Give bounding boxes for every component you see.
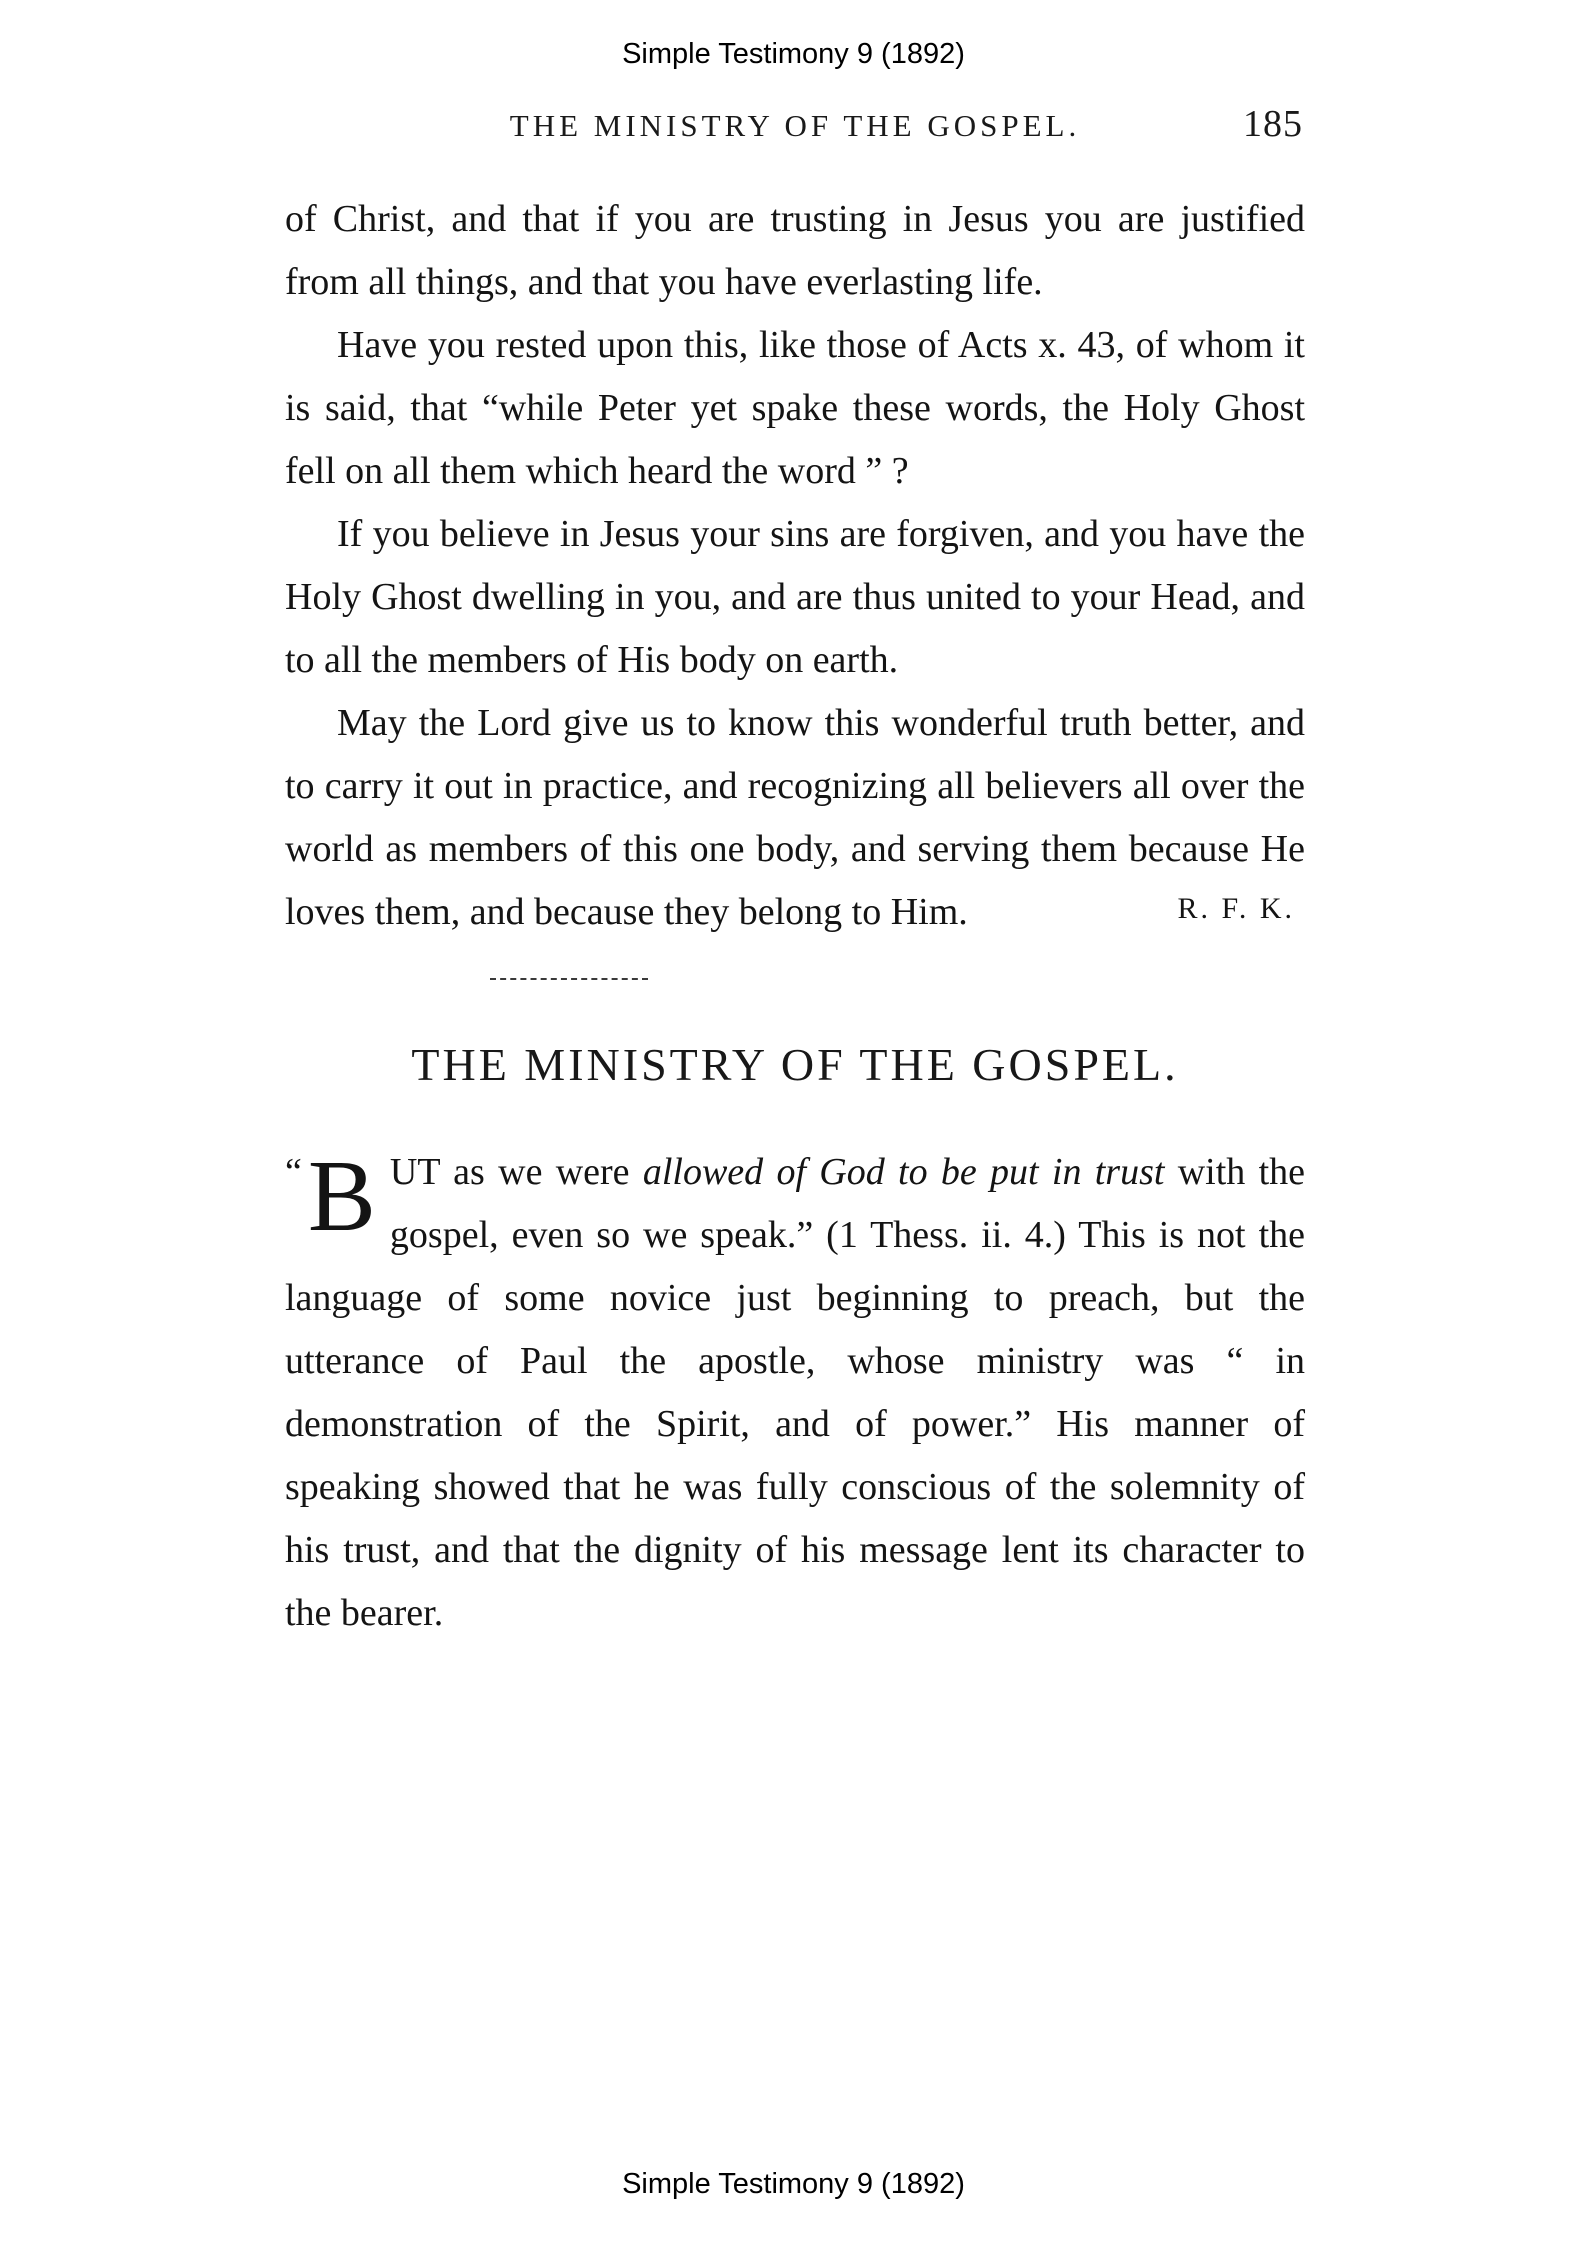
lead-quote-mark: “ — [285, 1151, 302, 1193]
scan-label-bottom: Simple Testimony 9 (1892) — [622, 2168, 965, 2200]
page-content — [285, 103, 1305, 1645]
running-head — [285, 103, 1305, 145]
running-head-title: THE MINISTRY OF THE GOSPEL. — [509, 108, 1081, 143]
scan-label-top: Simple Testimony 9 (1892) — [622, 38, 965, 70]
page-number: 185 — [1243, 103, 1303, 145]
paragraph-text: May the Lord give us to know this wonderful truth better, and to carry it out in practice, and recognizing all believers all over the world as members of this one body, and serving them because He loves them, and because they belong to Him. — [285, 702, 1305, 933]
opening-text-italic: allowed of God to be put in trust — [642, 1151, 1165, 1193]
paragraph: of Christ, and that if you are trusting in Jesus you are justified from all things, and that you have everlasting life. — [285, 198, 1305, 303]
opening-paragraph — [285, 1141, 1305, 1645]
opening-text-start: UT as we were — [389, 1151, 643, 1193]
paragraph: Have you rested upon this, like those of Acts x. 43, of whom it is said, that “while Peter yet spake these words, the Holy Ghost fell on all them which heard the word ” ? — [285, 324, 1305, 492]
paragraph — [285, 692, 1305, 944]
article-signature: R. F. K. — [1177, 892, 1295, 925]
article-title: THE MINISTRY OF THE GOSPEL. — [411, 1039, 1179, 1090]
paragraph: If you believe in Jesus your sins are forgiven, and you have the Holy Ghost dwelling in you, and are thus united to your Head, and to all the members of His body on earth. — [285, 513, 1305, 681]
section-divider — [490, 978, 648, 980]
opening-text-rest: with the gospel, even so we speak.” (1 Thess. ii. 4.) This is not the language of some novice just beginning to preach, but the utterance of Paul the apostle, whose ministry was “ in demonstration of the Spirit, and of power.” His manner of speaking showed that he was fully conscious of the solemnity of his trust, and that the dignity of his message lent its character to the bearer. — [285, 1151, 1305, 1634]
drop-cap: B — [307, 1140, 376, 1253]
article-end-body — [285, 188, 1305, 944]
